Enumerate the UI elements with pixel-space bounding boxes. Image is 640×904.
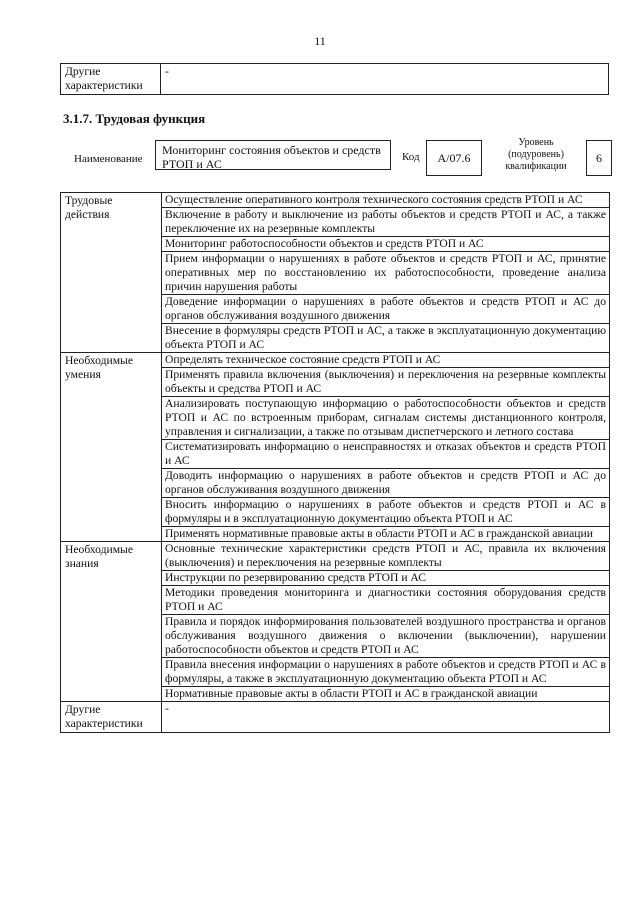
item-text: Применять правила включения (выключения) и переключения на резервные комплекты объекты и средства РТОП и АС xyxy=(162,368,610,397)
item-text: Методики проведения мониторинга и диагностики состояния оборудования средств РТОП и АС xyxy=(162,586,610,615)
qualification-level: 6 xyxy=(586,140,612,176)
table-row xyxy=(61,542,610,571)
item-text: - xyxy=(162,702,610,733)
previous-other-characteristics-table xyxy=(60,63,609,95)
item-text: Прием информации о нарушениях в работе объектов и средств РТОП и АС, принятие оперативных мер по восстановлению их работоспособности, проведение анализа причин нарушения работы xyxy=(162,252,610,295)
item-text: Доводить информацию о нарушениях в работе объектов и средств РТОП и АС до органов обслуживания воздушного движения xyxy=(162,469,610,498)
page-number: 11 xyxy=(314,34,326,48)
category-label: Необходимые умения xyxy=(61,353,162,542)
item-text: Внесение в формуляры средств РТОП и АС, а также в эксплуатационную документацию объекта РТОП и АС xyxy=(162,324,610,353)
item-text: Вносить информацию о нарушениях в работе объектов и средств РТОП и АС в формуляры и в эксплуатационную документацию объекта РТОП и АС xyxy=(162,498,610,527)
table-row xyxy=(61,353,610,368)
item-text: Применять нормативные правовые акты в области РТОП и АС в гражданской авиации xyxy=(162,527,610,542)
function-code: А/07.6 xyxy=(426,140,482,176)
code-label: Код xyxy=(402,151,420,163)
item-text: Доведение информации о нарушениях в работе объектов и средств РТОП и АС до органов обслуживания воздушного движения xyxy=(162,295,610,324)
item-text: Анализировать поступающую информацию о работоспособности объектов и средств РТОП и АС по встроенным приборам, сигналам системы дистанционного контроля, управления и сигнализации, а также по отзывам диспетчерского и летного состава xyxy=(162,397,610,440)
item-text: Нормативные правовые акты в области РТОП и АС в гражданской авиации xyxy=(162,687,610,702)
item-text: Правила внесения информации о нарушениях в работе объектов и средств РТОП и АС в формуляры, а также в эксплуатационную документацию объекта РТОП и АС xyxy=(162,658,610,687)
row-label: Другие характеристики xyxy=(61,64,161,95)
item-text: Систематизировать информацию о неисправностях и отказах объектов и средств РТОП и АС xyxy=(162,440,610,469)
item-text: Осуществление оперативного контроля технического состояния средств РТОП и АС xyxy=(162,193,610,208)
table-row xyxy=(61,64,609,95)
name-label: Наименование xyxy=(74,153,143,165)
qualification-level-label: Уровень (подуровень) квалификации xyxy=(505,137,567,172)
category-label: Необходимые знания xyxy=(61,542,162,702)
function-header xyxy=(60,137,610,181)
labor-function-table xyxy=(60,192,610,733)
labor-function-body xyxy=(61,193,610,733)
category-label: Трудовые действия xyxy=(61,193,162,353)
section-title: 3.1.7. Трудовая функция xyxy=(63,111,206,126)
item-text: Мониторинг работоспособности объектов и средств РТОП и АС xyxy=(162,237,610,252)
row-value: - xyxy=(161,64,609,95)
function-name: Мониторинг состояния объектов и средств РТОП и АС xyxy=(155,140,391,170)
table-row xyxy=(61,702,610,733)
item-text: Основные технические характеристики средств РТОП и АС, правила их включения (выключения) и переключения на резервные комплекты xyxy=(162,542,610,571)
table-row xyxy=(61,193,610,208)
category-label: Другие характеристики xyxy=(61,702,162,733)
item-text: Определять техническое состояние средств РТОП и АС xyxy=(162,353,610,368)
item-text: Инструкции по резервированию средств РТОП и АС xyxy=(162,571,610,586)
item-text: Правила и порядок информирования пользователей воздушного пространства и органов обслуживания воздушного движения о включении (выключении), нарушении работоспособности объектов и средств РТОП и АС xyxy=(162,615,610,658)
item-text: Включение в работу и выключение из работы объектов и средств РТОП и АС, а также переключение их на резервные комплекты xyxy=(162,208,610,237)
